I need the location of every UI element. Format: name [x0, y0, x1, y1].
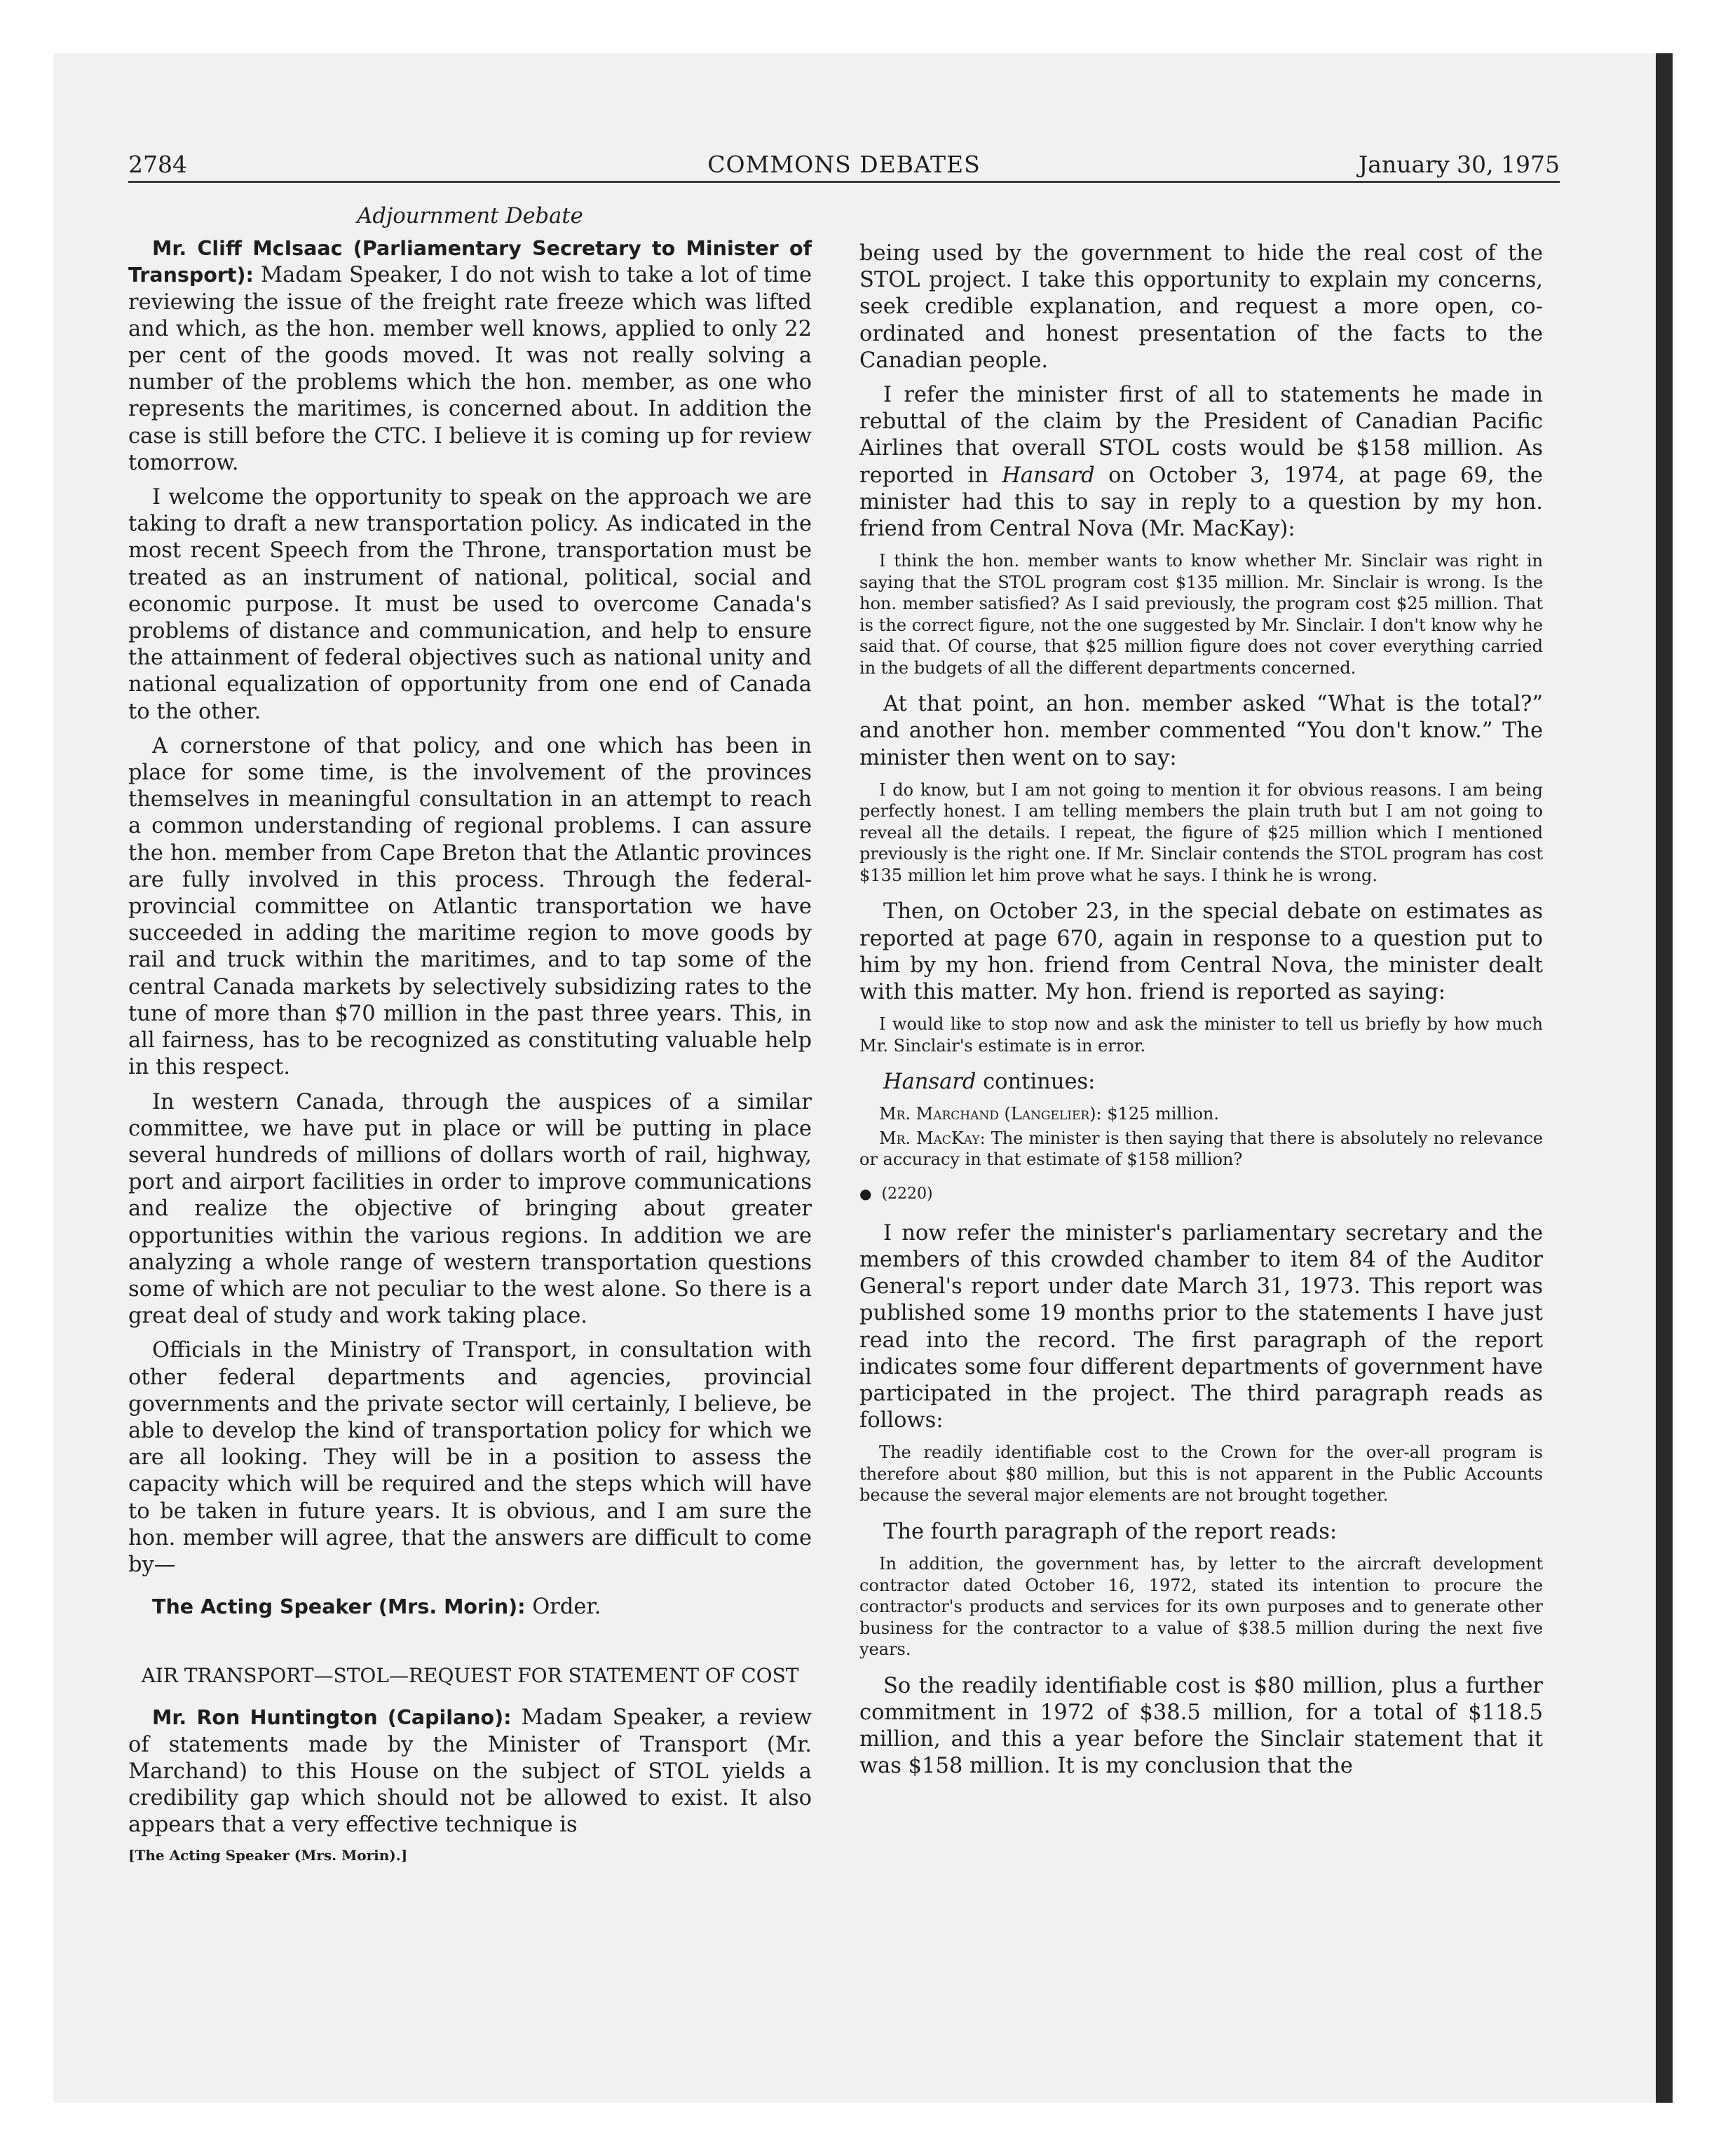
- paragraph: [859, 382, 1543, 543]
- left-column: [128, 203, 812, 1872]
- publication-title: COMMONS DEBATES: [707, 151, 981, 178]
- paragraph: [128, 1705, 812, 1838]
- block-quote: [859, 1014, 1543, 1056]
- hansard-citation: Hansard: [883, 1070, 977, 1095]
- bullet-icon: ●: [859, 1185, 872, 1202]
- header-rule: [128, 181, 1560, 183]
- quote-speaker: Mr. Marchand (Langelier):: [879, 1104, 1102, 1124]
- paragraph: So the readily identifiable cost is $80 million, plus a further commitment in 1972 of $38.5 million, for a total of $118.5 million, and this a year before the Sinclair statement that it was $158 million. It is my conclusion that the: [859, 1673, 1543, 1779]
- quote-body: The minister is then saying that there is absolutely no relevance or accuracy in that estimate of $158 million?: [859, 1128, 1543, 1170]
- page-header: [128, 151, 1560, 179]
- issue-date: January 30, 1975: [1359, 151, 1560, 178]
- scan-edge: [1656, 53, 1673, 2103]
- block-quote: [859, 1103, 1543, 1171]
- block-quote: [859, 1553, 1543, 1660]
- time-marker-text: (2220): [881, 1185, 933, 1203]
- paragraph: In western Canada, through the auspices of a similar committee, we have put in place or will be putting in place several hundreds of millions of dollars worth of rail, highway, port and airport facilities in order to improve communications and realize the objective of bringing about greater opportunities within the various regions. In addition we are analyzing a whole range of western transportation questions some of which are not peculiar to the west alone. So there is a great deal of study and work taking place.: [128, 1089, 812, 1329]
- paragraph: Then, on October 23, in the special debate on estimates as reported at page 670, again in response to a question put to him by my hon. friend from Central Nova, the minister dealt with this matter. My hon. friend is reported as saying:: [859, 899, 1543, 1004]
- hansard-citation: Hansard: [1002, 463, 1095, 488]
- paragraph: being used by the government to hide the real cost of the STOL project. I take this opportunity to explain my concerns, seek credible explanation, and request a more open, co-ordinated and honest presentation of the facts to the Canadian people.: [859, 241, 1543, 373]
- quote-text: In addition, the government has, by letter to the aircraft development contractor dated October 16, 1972, stated its intention to procure the contractor's products and services for its own purposes and to generate other business for the contractor to a value of $38.5 million during the next five years.: [859, 1554, 1543, 1660]
- paragraph: [128, 1594, 812, 1621]
- paragraph: At that point, an hon. member asked “What is the total?” and another hon. member commented “You don't know.” The minister then went on to say:: [859, 692, 1543, 770]
- quote-body: $125 million.: [1107, 1104, 1219, 1124]
- paragraph-text: on October 3, 1974, at page 69, the minister had this to say in reply to a question by my hon. friend from Central Nova (Mr. MacKay):: [859, 463, 1543, 542]
- paragraph: [128, 236, 812, 477]
- paragraph: I welcome the opportunity to speak on the approach we are taking to draft a new transportation policy. As indicated in the most recent Speech from the Throne, transportation must be treated as an instrument of national, political, social and economic purpose. It must be used to overcome Canada's problems of distance and communication, and help to ensure the attainment of federal objectives such as national unity and national equalization of opportunity from one end of Canada to the other.: [128, 485, 812, 724]
- paragraph-text: continues:: [983, 1070, 1096, 1095]
- paragraph-text: Madam Speaker, I do not wish to take a lot of time reviewing the issue of the freight rate freeze which was lifted and which, as the hon. member well knows, applied to only 22 per cent of the goods moved. It was not really solving a number of the problems which the hon. member, as one who represents the maritimes, is concerned about. In addition the case is still before the CTC. I believe it is coming up for review tomorrow.: [128, 263, 812, 475]
- right-column: [859, 240, 1543, 1788]
- quote-text: I do know, but I am not going to mention it for obvious reasons. I am being perfectly honest. I am telling members the plain truth but I am not going to reveal all the details. I repeat, the figure of $25 million which I mentioned previously is the right one. If Mr. Sinclair contends the STOL program has cost $135 million let him prove what he says. I think he is wrong.: [859, 779, 1543, 885]
- quote-text: I would like to stop now and ask the minister to tell us briefly by how much Mr. Sinclair's estimate is in error.: [859, 1014, 1543, 1056]
- speaker-name: Mr. Ron Huntington (Capilano):: [152, 1706, 512, 1730]
- paragraph: I now refer the minister's parliamentary secretary and the members of this crowded chamber to item 84 of the Auditor General's report under date March 31, 1973. This report was published some 19 months prior to the statements I have just read into the record. The first paragraph of the report indicates some four different departments of government have participated in the project. The third paragraph reads as follows:: [859, 1220, 1543, 1433]
- quote-text: [859, 1103, 1543, 1125]
- page-number: 2784: [128, 151, 187, 178]
- paragraph-text: Order.: [532, 1595, 601, 1620]
- paragraph-text: I refer the minister first of all to statements he made in rebuttal of the claim by the President of Canadian Pacific Airlines that overall STOL costs would be $158 million. As reported in: [859, 383, 1543, 488]
- block-quote: [859, 1442, 1543, 1506]
- quote-text: The readily identifiable cost to the Crown for the over-all program is therefore about $80 million, but this is not apparent in the Public Accounts because the several major elements are not brought together.: [859, 1442, 1543, 1506]
- speaker-name: The Acting Speaker (Mrs. Morin):: [152, 1595, 526, 1619]
- paragraph: The fourth paragraph of the report reads:: [883, 1519, 1338, 1544]
- block-quote: [859, 779, 1543, 887]
- footnote: [The Acting Speaker (Mrs. Morin).]: [128, 1847, 408, 1864]
- quote-text: [859, 1128, 1543, 1171]
- section-heading: AIR TRANSPORT—STOL—REQUEST FOR STATEMENT OF COST: [141, 1664, 799, 1688]
- speaker-name: Mr. Cliff McIsaac (Parliamentary Secretary to Minister of Transport):: [128, 237, 812, 287]
- paragraph: Officials in the Ministry of Transport, in consultation with other federal departments and agencies, provincial governments and the private sector will certainly, I believe, be able to develop the kind of transportation policy for which we are all looking. They will be in a position to assess the capacity which will be required and the steps which will have to be taken in future years. It is obvious, and I am sure the hon. member will agree, that the answers are difficult to come by—: [128, 1338, 812, 1577]
- paragraph: [859, 1069, 1543, 1096]
- time-marker: [859, 1183, 1543, 1205]
- quote-text: I think the hon. member wants to know whether Mr. Sinclair was right in saying that the STOL program cost $135 million. Mr. Sinclair is wrong. Is the hon. member satisfied? As I said previously, the program cost $25 million. That is the correct figure, not the one suggested by Mr. Sinclair. I don't know why he said that. Of course, that $25 million figure does not cover everything carried in the budgets of all the different departments concerned.: [859, 551, 1543, 678]
- section-title: Adjournment Debate: [357, 204, 583, 228]
- block-quote: [859, 550, 1543, 678]
- paragraph: A cornerstone of that policy, and one which has been in place for some time, is the involvement of the provinces themselves in meaningful consultation in an attempt to reach a common understanding of regional problems. I can assure the hon. member from Cape Breton that the Atlantic provinces are fully involved in this process. Through the federal-provincial committee on Atlantic transportation we have succeeded in adding the maritime region to move goods by rail and truck within the maritimes, and to tap some of the central Canada markets by selectively subsidizing rates to the tune of more than $70 million in the past three years. This, in all fairness, has to be recognized as constituting valuable help in this respect.: [128, 733, 812, 1080]
- paragraph-text: Madam Speaker, a review of statements made by the Minister of Transport (Mr. Marchand) to this House on the subject of STOL yields a credibility gap which should not be allowed to exist. It also appears that a very effective technique is: [128, 1705, 812, 1838]
- quote-speaker: Mr. MacKay:: [879, 1128, 986, 1148]
